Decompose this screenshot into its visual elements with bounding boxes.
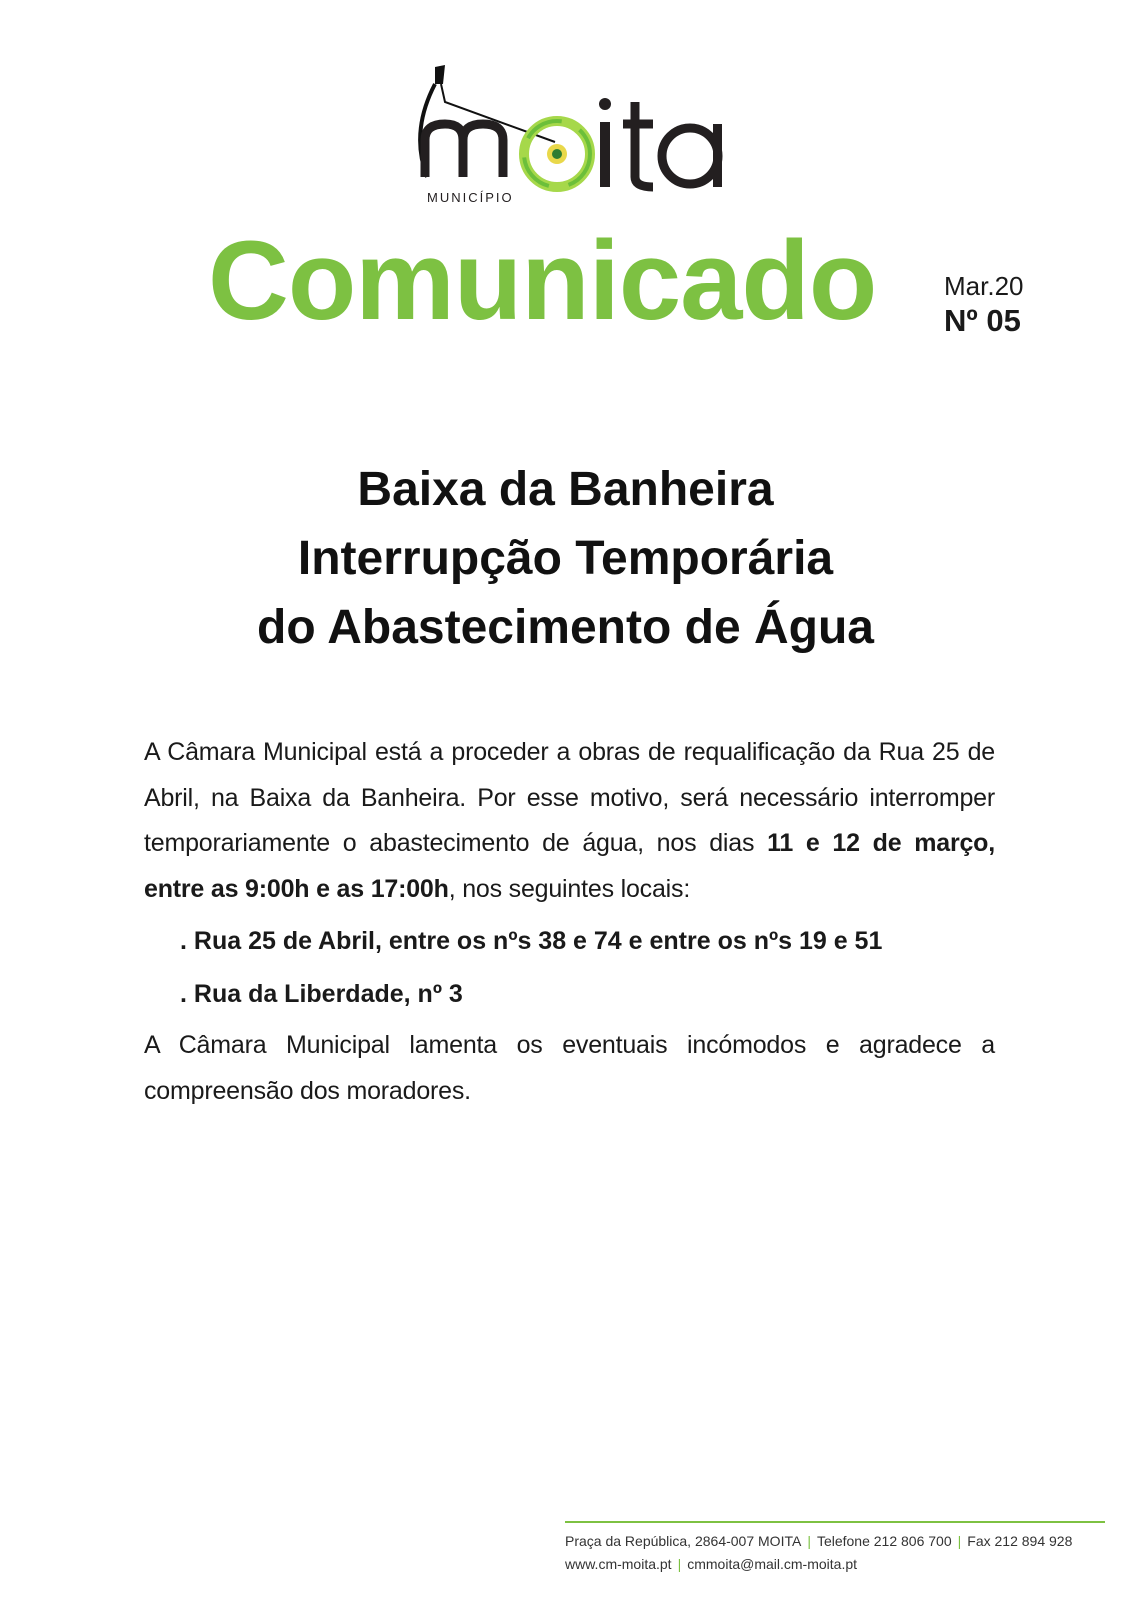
- body-paragraph-1: [144, 730, 995, 912]
- location-item: . Rua 25 de Abril, entre os nºs 38 e 74 e entre os nºs 19 e 51: [180, 927, 883, 955]
- headline-line: Baixa da Banheira: [357, 463, 774, 516]
- location-item: . Rua da Liberdade, nº 3: [180, 980, 463, 1008]
- moita-municipality-logo: [405, 62, 725, 212]
- body-paragraph-2: A Câmara Municipal lamenta os eventuais incómodos e agradece a compreensão dos moradores.: [144, 1031, 995, 1105]
- paragraph-text: A Câmara Municipal está a proceder a obras de requalificação da Rua 25 de Abril, na Baixa da Banheira. Por esse motivo, será necessário interromper temporariamente o abastecimento de água, nos dias: [144, 738, 995, 857]
- issue-date: Mar.20: [944, 271, 1024, 301]
- footer-web-line: [565, 1555, 857, 1573]
- footer-contact-line: [565, 1532, 1072, 1550]
- separator: |: [677, 1556, 682, 1572]
- dates-times-bold: 11 e 12 de março, entre as 9:00h e as 17:00h: [144, 829, 996, 903]
- body-content: [144, 730, 995, 1114]
- footer-fax: Fax 212 894 928: [967, 1533, 1073, 1549]
- headline-line: do Abastecimento de Água: [257, 601, 874, 654]
- footer-address: Praça da República, 2864-007 MOITA: [565, 1533, 802, 1549]
- footer-website-link[interactable]: www.cm-moita.pt: [565, 1556, 672, 1572]
- paragraph-text: , nos seguintes locais:: [448, 874, 691, 903]
- footer-email-link[interactable]: cmmoita@mail.cm-moita.pt: [687, 1556, 858, 1572]
- logo-subtext: MUNICÍPIO: [427, 190, 514, 205]
- headline-line: Interrupção Temporária: [297, 532, 834, 585]
- headline: [0, 455, 1131, 662]
- separator: |: [957, 1533, 962, 1549]
- footer-phone: Telefone 212 806 700: [816, 1533, 952, 1549]
- footer-divider: [565, 1521, 1105, 1523]
- issue-number: Nº 05: [944, 303, 1021, 338]
- document-title: Comunicado: [208, 218, 877, 343]
- separator: |: [807, 1533, 811, 1549]
